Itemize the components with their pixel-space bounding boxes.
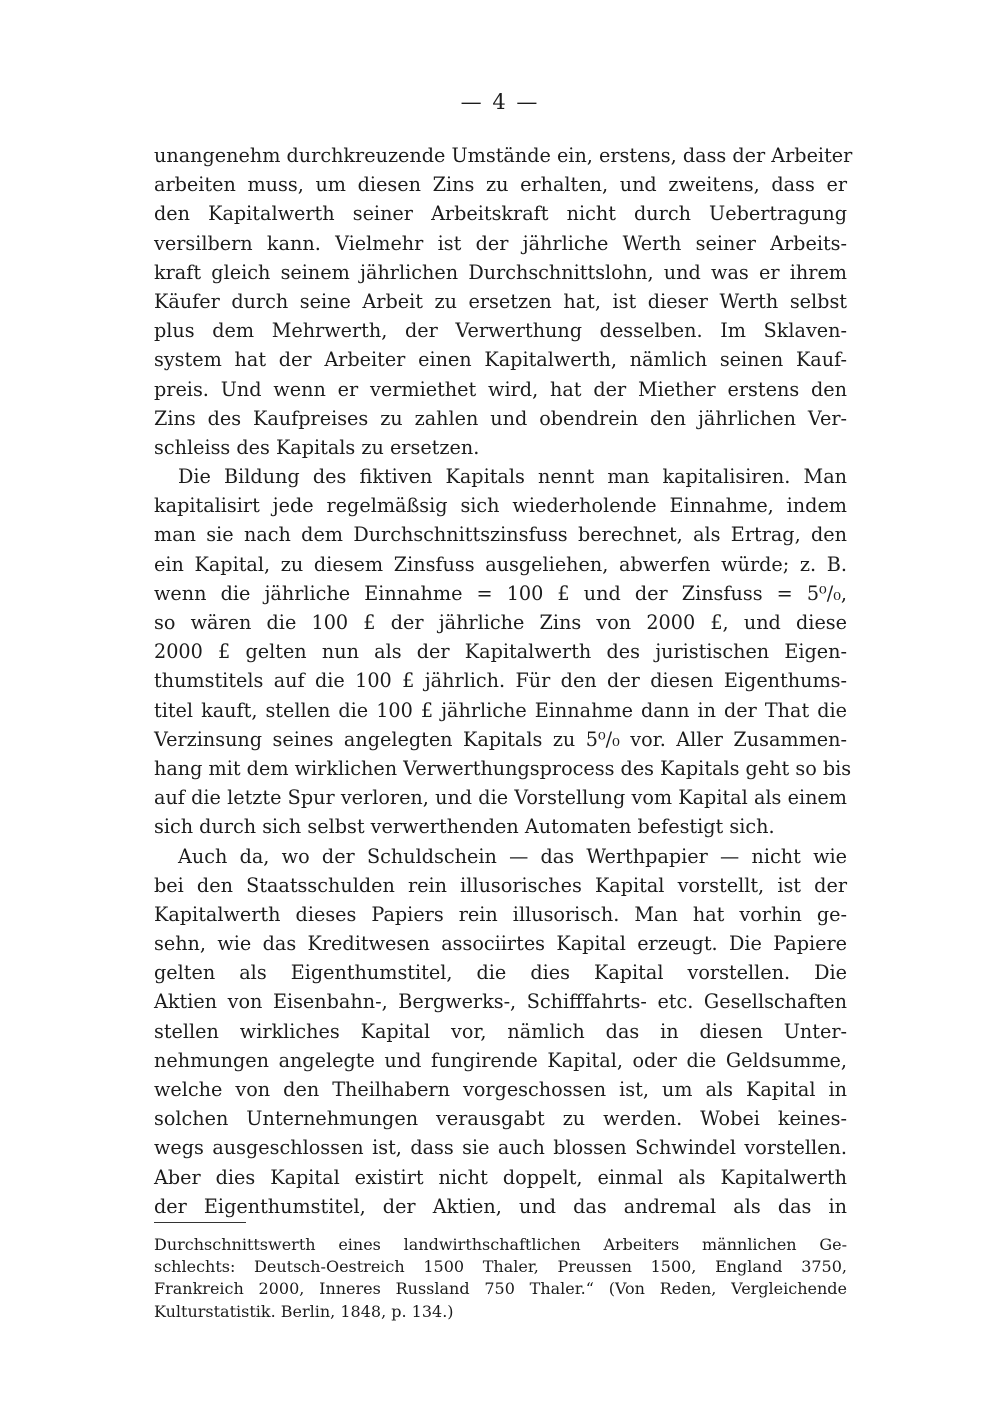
page-number: — 4 — xyxy=(460,90,540,114)
text-line: wenn die jährliche Einnahme = 100 £ und der Zinsfuss = 5⁰/₀, xyxy=(154,581,847,605)
paragraph-2 xyxy=(154,462,852,841)
text-line: kapitalisirt jede regelmäßsig sich wiederholende Einnahme, indem xyxy=(154,494,847,518)
paragraph-3 xyxy=(154,842,847,1221)
text-line: Käufer durch seine Arbeit zu ersetzen hat, ist dieser Werth selbst xyxy=(154,289,847,313)
text-line: titel kauft, stellen die 100 £ jährliche Einnahme dann in der That die xyxy=(154,698,847,722)
text-line: arbeiten muss, um diesen Zins zu erhalten, und zweitens, dass er xyxy=(154,173,847,197)
text-line: preis. Und wenn er vermiethet wird, hat der Miether erstens den xyxy=(154,377,847,401)
text-line: bei den Staatsschulden rein illusorisches Kapital vorstellt, ist der xyxy=(154,873,847,897)
text-line: versilbern kann. Vielmehr ist der jährliche Werth seiner Arbeits- xyxy=(154,231,847,255)
text-line: Aktien von Eisenbahn-, Bergwerks-, Schifffahrts- etc. Gesellschaften xyxy=(154,990,847,1014)
text-line: gelten als Eigenthumstitel, die dies Kapital vorstellen. Die xyxy=(154,961,847,985)
text-line: man sie nach dem Durchschnittszinsfuss berechnet, als Ertrag, den xyxy=(154,523,847,547)
text-line: der Eigenthumstitel, der Aktien, und das andremal als das in xyxy=(154,1194,847,1218)
text-line: sich durch sich selbst verwerthenden Automaten befestigt sich. xyxy=(154,815,775,839)
text-line: Kapitalwerth dieses Papiers rein illusorisch. Man hat vorhin ge- xyxy=(154,902,847,926)
body-text xyxy=(154,141,853,1221)
text-line: ein Kapital, zu diesem Zinsfuss ausgeliehen, abwerfen würde; z. B. xyxy=(154,552,847,576)
text-line: solchen Unternehmungen verausgabt zu werden. Wobei keines- xyxy=(154,1107,847,1131)
text-line: nehmungen angelegte und fungirende Kapital, oder die Geldsumme, xyxy=(154,1048,847,1072)
footnote-line: Durchschnittswerth eines landwirthschaftlichen Arbeiters männlichen Ge- xyxy=(154,1235,847,1254)
text-line: plus dem Mehrwerth, der Verwerthung desselben. Im Sklaven- xyxy=(154,319,847,343)
text-line: wegs ausgeschlossen ist, dass sie auch blossen Schwindel vorstellen. xyxy=(154,1136,847,1160)
footnote-line: Frankreich 2000, Inneres Russland 750 Thaler.“ (Von Reden, Vergleichende xyxy=(154,1279,847,1299)
footnote xyxy=(154,1234,847,1323)
text-line: sehn, wie das Kreditwesen associirtes Kapital erzeugt. Die Papiere xyxy=(154,932,847,956)
text-line: schleiss des Kapitals zu ersetzen. xyxy=(154,435,480,459)
text-line: 2000 £ gelten nun als der Kapitalwerth des juristischen Eigen- xyxy=(154,640,847,664)
text-line: kraft gleich seinem jährlichen Durchschnittslohn, und was er ihrem xyxy=(154,260,847,284)
text-line: system hat der Arbeiter einen Kapitalwerth, nämlich seinen Kauf- xyxy=(154,348,847,372)
text-line: hang mit dem wirklichen Verwerthungsprocess des Kapitals geht so bis xyxy=(154,756,852,780)
text-line: auf die letzte Spur verloren, und die Vorstellung vom Kapital als einem xyxy=(154,786,847,810)
text-line: den Kapitalwerth seiner Arbeitskraft nicht durch Uebertragung xyxy=(154,202,847,226)
text-line: Aber dies Kapital existirt nicht doppelt, einmal als Kapitalwerth xyxy=(154,1165,847,1189)
text-line: stellen wirkliches Kapital vor, nämlich das in diesen Unter- xyxy=(154,1019,847,1043)
text-line: thumstitels auf die 100 £ jährlich. Für den der diesen Eigenthums- xyxy=(154,669,847,693)
text-line: Die Bildung des fiktiven Kapitals nennt man kapitalisiren. Man xyxy=(178,465,847,489)
text-line: welche von den Theilhabern vorgeschossen ist, um als Kapital in xyxy=(154,1078,847,1101)
footnote-divider xyxy=(154,1222,246,1223)
footnote-line: Kulturstatistik. Berlin, 1848, p. 134.) xyxy=(154,1301,454,1321)
footnote-line: schlechts: Deutsch-Oestreich 1500 Thaler, Preussen 1500, England 3750, xyxy=(154,1257,847,1277)
text-line: so wären die 100 £ der jährliche Zins von 2000 £, und diese xyxy=(154,611,847,634)
text-line: unangenehm durchkreuzende Umstände ein, erstens, dass der Arbeiter xyxy=(154,144,853,167)
paragraph-1 xyxy=(154,141,853,462)
text-line: Zins des Kaufpreises zu zahlen und obendrein den jährlichen Ver- xyxy=(154,406,847,430)
text-line: Verzinsung seines angelegten Kapitals zu 5⁰/₀ vor. Aller Zusammen- xyxy=(154,727,847,751)
text-line: Auch da, wo der Schuldschein — das Werthpapier — nicht wie xyxy=(178,844,847,868)
